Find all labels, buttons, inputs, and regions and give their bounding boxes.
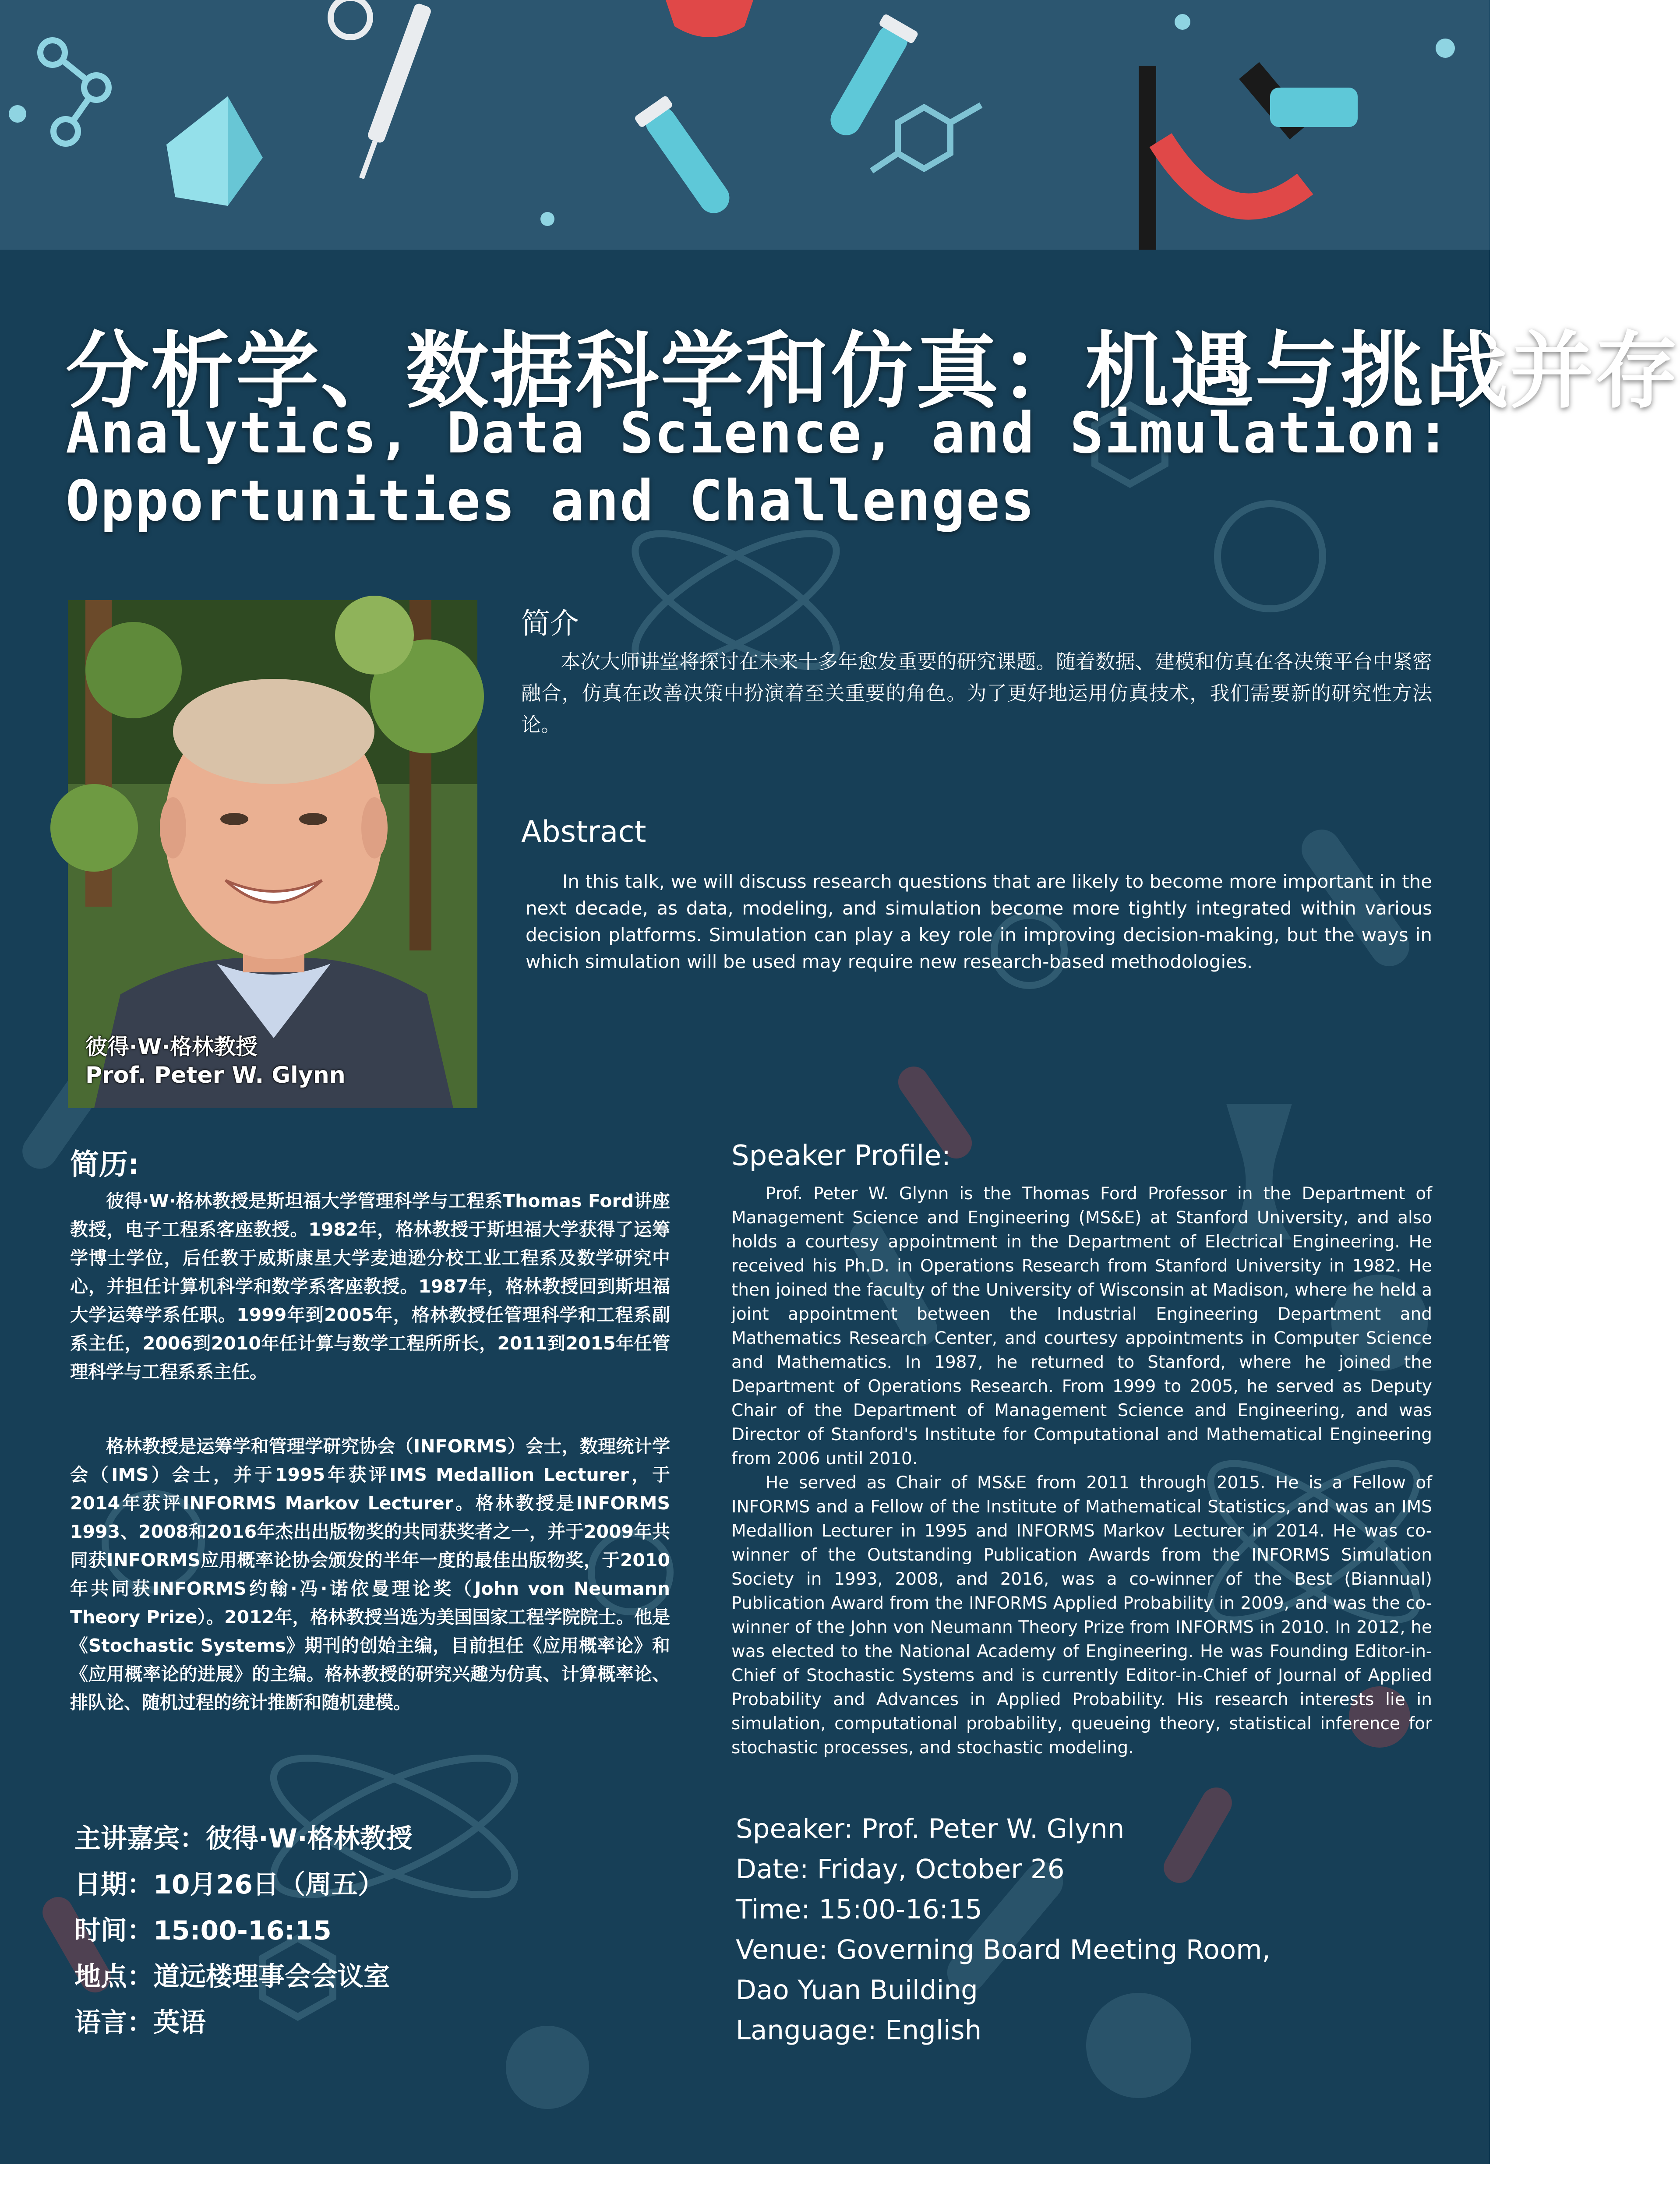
event-venue-english: Venue: Governing Board Meeting Room, bbox=[736, 1934, 1271, 1965]
event-venue-chinese: 地点：道远楼理事会会议室 bbox=[74, 1961, 390, 1992]
bio-paragraph-english-1: Prof. Peter W. Glynn is the Thomas Ford Professor in the Department of Management Science and Engineering (MS&E) at Stanford University, and also holds a courtesy appointment in the Department of Electrical Engineering. He received his Ph.D. in Operations Research from Stanford University in 1982. He then joined the faculty of the University of Wisconsin at Madison, where he held a joint appointment between the Industrial Engineering Department and Mathematics Research Center, and courtesy appointments in Computer Science and Mathematics. In 1987, he returned to Stanford, where he joined the Department of Operations Research. From 1999 to 2005, he served as Deputy Chair of the Department of Management Science and Engineering, and was Director of Stanford's Institute for Computational and Mathematical Engineering from 2006 until 2010. bbox=[731, 1184, 1432, 1469]
speaker-photo bbox=[68, 600, 477, 1108]
abstract-text: In this talk, we will discuss research questions that are likely to become more important in the next decade, as data, modeling, and simulation become more tightly integrated within various decision platforms. Simulation can play a key role in improving decision-making, but the ways in which simulation will be used may require new research-based methodologies. bbox=[526, 871, 1432, 972]
event-language-chinese: 语言：英语 bbox=[74, 2007, 206, 2038]
poster-panel bbox=[0, 250, 1680, 2164]
flask-icon bbox=[666, 0, 753, 37]
event-time-chinese: 时间：15:00-16:15 bbox=[74, 1915, 332, 1946]
science-illustration-banner bbox=[0, 0, 1490, 250]
event-venue-english-line2: Dao Yuan Building bbox=[736, 1975, 978, 2006]
bio-paragraph-chinese-2: 格林教授是运筹学和管理学研究协会（INFORMS）会士，数理统计学会（IMS）会士，并于1995年获评IMS Medallion Lecturer，于2014年获评INFORMS Markov Lecturer。格林教授是INFORMS 1993、2008和2016年杰出出版物奖的共同获奖者之一，并于2009年共同获INFORMS应用概率论协会颁发的半年一度的最佳出版物奖，于2010年共同获INFORMS约翰·冯·诺依曼理论奖（John von Neumann Theory Prize）。2012年，格林教授当选为美国国家工程学院院士。他是《Stochastic Systems》期刊的创始主编，目前担任《应用概率论》和《应用概率论的进展》的主编。格林教授的研究兴趣为仿真、计算概率论、排队论、随机过程的统计推断和随机建模。 bbox=[70, 1436, 670, 1713]
photo-caption-chinese: 彼得·W·格林教授 bbox=[85, 1034, 258, 1060]
event-time-english: Time: 15:00-16:15 bbox=[736, 1894, 982, 1925]
event-speaker-english: Speaker: Prof. Peter W. Glynn bbox=[736, 1813, 1125, 1844]
science-icons-illustration bbox=[0, 0, 1490, 250]
bio-paragraph-english-2: He served as Chair of MS&E from 2011 through 2015. He is a Fellow of INFORMS and a Fellow of the Institute of Mathematical Statistics, and was an IMS Medallion Lecturer in 1995 and INFORMS Markov Lecturer in 2014. He was co-winner of the Outstanding Publication Awards from the INFORMS Simulation Society in 1993, 2008, and 2016, was a co-winner of the Best (Biannual) Publication Award from the INFORMS Applied Probability in 2009, and was the co-winner of the John von Neumann Theory Prize from INFORMS in 2010. In 2012, he was elected to the National Academy of Engineering. He was Founding Editor-in-Chief of Stochastic Systems and is currently Editor-in-Chief of Journal of Applied Probability and Advances in Applied Probability. His research interests lie in simulation, computational probability, queueing theory, statistical inference for stochastic processes, and stochastic modeling. bbox=[731, 1473, 1432, 1758]
footer bbox=[0, 2164, 1490, 2190]
title-english-line2: Opportunities and Challenges bbox=[66, 469, 1035, 534]
microscope-icon bbox=[1139, 62, 1358, 250]
intro-heading-chinese: 简介 bbox=[521, 607, 579, 640]
bio-heading-english: Speaker Profile: bbox=[731, 1140, 951, 1172]
title-chinese: 分析学、数据科学和仿真：机遇与挑战并存 bbox=[66, 323, 1680, 420]
event-date-chinese: 日期：10月26日（周五） bbox=[74, 1869, 384, 1900]
test-tube-icon bbox=[821, 13, 919, 143]
bio-paragraph-chinese-1: 彼得·W·格林教授是斯坦福大学管理科学与工程系Thomas Ford讲座教授，电子工程系客座教授。1982年，格林教授于斯坦福大学获得了运筹学博士学位，后任教于威斯康星大学麦迪逊分校工业工程系及数学研究中心，并担任计算机科学和数学系客座教授。1987年，格林教授回到斯坦福大学运筹学系任职。1999年到2005年，格林教授任管理科学和工程系副系主任，2006到2010年任计算与数学工程所所长，2011到2015年任管理科学与工程系系主任。 bbox=[70, 1190, 670, 1382]
title-english-line1: Analytics, Data Science, and Simulation: bbox=[66, 401, 1451, 466]
abstract-heading: Abstract bbox=[521, 815, 646, 849]
benzene-ring-icon bbox=[898, 107, 950, 169]
event-speaker-chinese: 主讲嘉宾：彼得·W·格林教授 bbox=[74, 1823, 413, 1854]
bio-heading-chinese: 简历: bbox=[70, 1148, 140, 1181]
event-language-english: Language: English bbox=[736, 2015, 982, 2046]
event-date-english: Date: Friday, October 26 bbox=[736, 1854, 1065, 1885]
molecule-icon bbox=[40, 40, 109, 144]
photo-caption-english: Prof. Peter W. Glynn bbox=[85, 1062, 346, 1088]
intro-text-chinese: 本次大师讲堂将探讨在未来十多年愈发重要的研究课题。随着数据、建模和仿真在各决策平台中紧密融合，仿真在改善决策中扮演着至关重要的角色。为了更好地运用仿真技术，我们需要新的研究性方法论。 bbox=[521, 650, 1432, 736]
